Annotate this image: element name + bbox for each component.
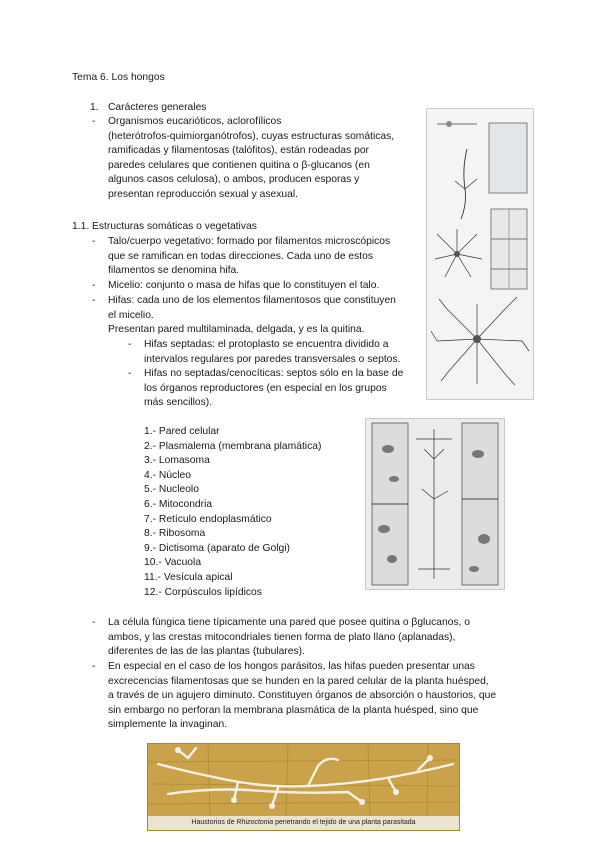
text-line: que se ramifican en todas direcciones. Cada uno de estos xyxy=(108,250,374,262)
hyphae-types-figure xyxy=(426,108,534,400)
hifas-septadas xyxy=(144,338,400,367)
text-line: Hifas: cada uno de los elementos filamentosos que constituyen xyxy=(108,295,396,306)
text-line: Hifas septadas: el protoplasto se encuentra dividido a xyxy=(144,339,389,350)
bullet-dash: - xyxy=(92,295,96,306)
text-line: diferentes de las de las plantas (tubulares). xyxy=(108,646,305,658)
caption-text: penetrando el tejido de una planta parasitada xyxy=(273,819,416,826)
section-heading: Carácteres generales xyxy=(108,102,207,113)
list-item: 8.- Ribosoma xyxy=(144,528,206,540)
bullet-dash: - xyxy=(92,236,96,247)
cell-parts-list xyxy=(144,425,321,600)
text-line: filamentos se denomina hifa. xyxy=(108,265,240,277)
text-line: algunos casos celulosa), o ambos, producen esporas y xyxy=(108,174,360,186)
bullet-dash: - xyxy=(92,116,96,127)
haustoria-figure xyxy=(147,743,460,831)
text-line: a través de un agujero diminuto. Constituyen órganos de absorción o haustorios, que xyxy=(108,690,497,702)
text-line: ramificadas y filamentosas (talófitos), están rodeadas por xyxy=(108,145,369,157)
haustoria-illustration xyxy=(148,744,459,816)
micelio-item: Micelio: conjunto o masa de hifas que lo constituyen el talo. xyxy=(108,280,380,291)
text-line: Hifas no septadas/cenocíticas: septos sólo en la base de xyxy=(144,368,404,379)
text-line: Talo/cuerpo vegetativo: formado por filamentos microscópicos xyxy=(108,236,391,247)
text-line: más sencillos). xyxy=(144,397,213,409)
bullet-dash: - xyxy=(128,368,132,379)
list-item: 5.- Nucleolo xyxy=(144,484,199,496)
list-item: 12.- Corpúsculos lipídicos xyxy=(144,586,262,598)
text-line: paredes celulares que contienen quitina o β-glucanos (en xyxy=(108,159,370,171)
hyphal-cell-figure xyxy=(365,418,505,590)
general-characteristics xyxy=(108,115,394,203)
text-line: (heterótrofos-quimiorganótrofos), cuyas estructuras somáticas, xyxy=(108,130,395,142)
text-line: La célula fúngica tiene típicamente una pared que posee quitina o βglucanos, o xyxy=(108,617,470,628)
list-item: 7.- Retículo endoplasmático xyxy=(144,513,272,525)
text-line: intervalos regulares por paredes transversales o septos. xyxy=(144,353,401,365)
text-line: En especial en el caso de los hongos parásitos, las hifas pueden presentar unas xyxy=(108,661,475,672)
list-item: 2.- Plasmalema (membrana plamática) xyxy=(144,440,322,452)
text-line: sin embargo no perforan la membrana plasmática de la planta huésped, sino que xyxy=(108,704,479,716)
text-line: los órganos reproductores (en especial en los grupos xyxy=(144,382,387,394)
hifas-no-septadas xyxy=(144,367,403,411)
hongos-parasitos-item xyxy=(108,660,496,733)
celula-fungica-item xyxy=(108,616,470,660)
text-line: simplemente la invaginan. xyxy=(108,719,228,731)
text-line: presentan reproducción sexual y asexual. xyxy=(108,188,299,200)
caption-species: Rhizoctonia xyxy=(236,819,274,826)
bullet-dash: - xyxy=(92,617,96,628)
text-line: el micelio. xyxy=(108,309,154,321)
text-line: Organismos eucarióticos, aclorofílicos xyxy=(108,116,282,127)
hifas-item xyxy=(108,294,396,338)
bullet-dash: - xyxy=(92,661,96,672)
section-number: 1. xyxy=(90,102,99,113)
text-line: excrecencias filamentosas que se hunden en la pared celular de la planta huésped, xyxy=(108,675,489,687)
list-item: 11.- Vesícula apical xyxy=(144,571,233,583)
list-item: 6.- Mitocondria xyxy=(144,498,213,510)
list-item: 4.- Núcleo xyxy=(144,469,191,481)
caption-text: Haustorios de xyxy=(191,819,237,826)
hyphae-types-illustration xyxy=(427,109,533,399)
subsection-heading: 1.1. Estructuras somáticas o vegetativas xyxy=(72,221,257,232)
list-item: 9.- Dictisoma (aparato de Golgi) xyxy=(144,542,290,554)
hyphal-cell-illustration xyxy=(366,419,504,589)
bullet-dash: - xyxy=(128,339,132,350)
bullet-dash: - xyxy=(92,280,96,291)
page-title: Tema 6. Los hongos xyxy=(72,72,165,83)
list-item: 10.- Vacuola xyxy=(144,557,202,569)
text-line: ambos, y las crestas mitocondriales tienen forma de plato llano (aplanadas), xyxy=(108,631,456,643)
text-line: Presentan pared multilaminada, delgada, y es la quitina. xyxy=(108,324,365,336)
list-item: 1.- Pared celular xyxy=(144,426,220,437)
figure-caption xyxy=(148,818,459,827)
talo-item xyxy=(108,235,390,279)
list-item: 3.- Lomasoma xyxy=(144,455,210,467)
